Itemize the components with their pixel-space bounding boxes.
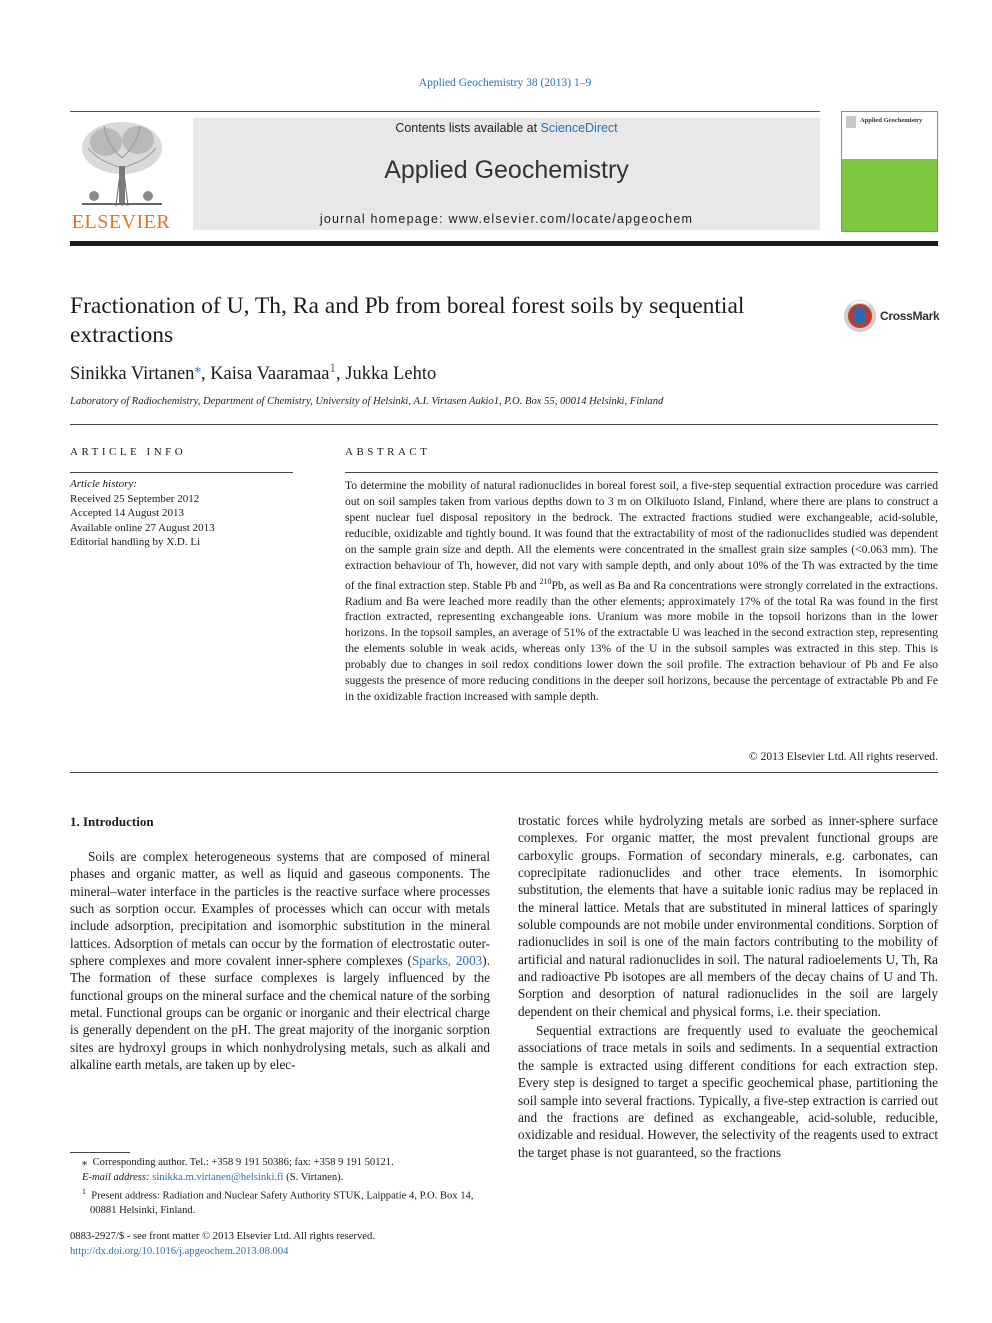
- journal-citation[interactable]: Applied Geochemistry 38 (2013) 1–9: [418, 77, 592, 89]
- isotope-superscript: 210: [539, 576, 552, 586]
- issn-line: 0883-2927/$ - see front matter © 2013 Elsevier Ltd. All rights reserved.: [70, 1231, 375, 1242]
- footnote-text: Present address: Radiation and Nuclear Safety Authority STUK, Laippatie 4, P.O. Box 14, 00881 Helsinki, Finland.: [90, 1190, 474, 1217]
- crossmark-icon: [843, 299, 877, 333]
- contents-line: [193, 121, 820, 135]
- abstract-text-part1: To determine the mobility of natural radionuclides in boreal forest soil, a five-step sequential extraction procedure was carried out on soil samples taken from various depths down to 3 m on Olkiluoto Island, Finland, where there are plans to construct a spent nuclear fuel disposal repository in the bedrock. The extracted fractions studied were exchangeable, acid-soluble, reducible, oxidizable and tightly bound. It was found that the extractability of most of the radionuclides studied was dependent on the sample grain size and depth. All the elements were concentrated in the smallest grain size samples (<0.063 mm). The extraction behaviour of Th, however, did not vary with sample depth, and only about 10% of the Th was extracted by the time of the final extraction step. Stable Pb and: [345, 479, 938, 592]
- author-name[interactable]: Kaisa Vaaramaa: [210, 364, 330, 384]
- footnote-email: [70, 1171, 490, 1186]
- paragraph-text: ). The formation of these surface complexes is largely influenced by the functional groups on the mineral surface and the chemical nature of the sorbing metal. Functional groups can be organic or inorganic and their electrical charge is generally dependent on the pH. The great majority of the inorganic sorption sites are hydroxyl groups in which nonhydrolysing metals, such as alkali and alkaline earth metals, are taken up by elec-: [70, 953, 490, 1073]
- body-column-left: [70, 848, 490, 1073]
- contents-prefix: Contents lists available at: [395, 121, 541, 135]
- crossmark-badge[interactable]: [843, 299, 943, 333]
- accepted-date: Accepted 14 August 2013: [70, 507, 184, 520]
- sciencedirect-link[interactable]: ScienceDirect: [540, 121, 618, 135]
- abstract-text-part2: Pb, as well as Ba and Ra concentrations were strongly correlated in the extractions. Radium and Ba were leached more readily than the other elements; approximately 17% of the total Ra was found in the first fraction extracted, representing exchangeable ions. Uranium was more mobile in the topsoil horizons than in the lower horizons. In the topsoil samples, an average of 51% of the extractable U was leached in the second extraction step, representing the elements soluble in weak acids, whereas only 13% of the U in the subsoil samples was extracted in this step. This is probably due to changes in soil redox conditions lower down the soil profile. The extraction behaviour of Pb and Fe also suggests the presence of more reducing conditions in the deeper soil horizons, because the percentage of extractable Pb and Fe in the oxidizable fraction increased with sample depth.: [345, 578, 938, 704]
- reference-link[interactable]: Sparks, 2003: [411, 953, 483, 969]
- author-list: [70, 359, 437, 385]
- article-info-divider: [70, 472, 293, 473]
- corresponding-author-mark[interactable]: ⁎: [194, 359, 201, 375]
- publisher-logo[interactable]: [70, 118, 172, 234]
- footnote-mark: ⁎: [82, 1157, 88, 1168]
- author-separator: ,: [200, 364, 211, 384]
- cover-logo-icon: [846, 116, 856, 128]
- publisher-name: ELSEVIER: [71, 211, 171, 233]
- header-thick-divider: [70, 241, 938, 246]
- email-link[interactable]: sinikka.m.virtanen@helsinki.fi: [152, 1171, 284, 1183]
- tree-logo-icon: [76, 118, 168, 208]
- abstract-end-divider: [70, 772, 938, 773]
- crossmark-label: CrossMark: [880, 309, 940, 323]
- history-label: Article history:: [70, 478, 137, 490]
- journal-title[interactable]: Applied Geochemistry: [384, 156, 629, 184]
- footnote-corresponding: [70, 1156, 490, 1171]
- received-date: Received 25 September 2012: [70, 492, 200, 505]
- article-title: Fractionation of U, Th, Ra and Pb from boreal forest soils by sequential extractions: [70, 293, 745, 348]
- body-column-right: [518, 812, 938, 1161]
- doi-link[interactable]: http://dx.doi.org/10.1016/j.apgeochem.2013.08.004: [70, 1245, 289, 1257]
- author-separator: ,: [336, 364, 346, 384]
- author-name[interactable]: Jukka Lehto: [345, 364, 437, 384]
- copyright-notice: © 2013 Elsevier Ltd. All rights reserved.: [748, 750, 938, 763]
- paragraph: Sequential extractions are frequently used to evaluate the geochemical associations of trace metals in soils and sediments. In a sequential extraction the sample is extracted using different conditions for each extraction step. Every step is designed to target a specific geochemical phase, partitioning the soil sample into several fractions. Typically, a five-step extraction is carried out and the fractions are defined as exchangeable, acid-soluble, reducible, oxidizable and residual. However, the selectivity of the reagents used to extract the target phase is not guaranteed, so the fractions: [518, 1023, 938, 1160]
- journal-cover-thumbnail[interactable]: [841, 111, 938, 232]
- journal-banner: [193, 118, 820, 230]
- footnotes: [70, 1156, 490, 1219]
- header-divider: [70, 111, 820, 112]
- footnote-divider: [70, 1152, 130, 1153]
- footnote-text: Corresponding author. Tel.: +358 9 191 50386; fax: +358 9 191 50121.: [92, 1157, 394, 1168]
- footnote-mark[interactable]: 1: [329, 359, 337, 375]
- abstract-heading: ABSTRACT: [345, 446, 431, 458]
- affiliation-divider: [70, 424, 938, 425]
- email-label: E-mail address:: [82, 1171, 150, 1183]
- paragraph-text: Soils are complex heterogeneous systems that are composed of mineral phases and organic matter, as well as liquid and gaseous components. The mineral–water interface in the particles is the reactive surface where processes such as sorption occur. Examples of processes which can occur with metals include adsorption, precipitation and isomorphic substitution in the mineral lattices. Adsorption of metals can occur by the formation of electrostatic outer-sphere complexes and more covalent inner-sphere complexes (: [70, 849, 490, 969]
- journal-homepage[interactable]: journal homepage: www.elsevier.com/locate/apgeochem: [319, 212, 694, 226]
- issn-block: [70, 1230, 375, 1259]
- paragraph: trostatic forces while hydrolyzing metals are sorbed as inner-sphere surface complexes. For organic matter, the most prevalent functional groups are carboxylic groups. Formation of secondary minerals, e.g. carbonates, can coprecipitate radionuclides and other trace elements. In isomorphic substitution, the elements that have a suitable ionic radius may be replaced in the mineral lattice. Metals that are substituted in mineral lattices of sparingly soluble compounds are not mobile under environmental conditions. Sorption of radionuclides in soil is one of the main factors contributing to the mobility of artificial and natural radionuclides in soil. The natural radioelements U, Th, Ra and radioactive Pb isotopes are all members of the decay chains of U and Th. Sorption and desorption of natural radionuclides in the soil are largely dependent on their chemical and physical forms, i.e. their speciation.: [518, 813, 938, 1019]
- footnote-mark: 1: [82, 1187, 86, 1197]
- online-date: Available online 27 August 2013: [70, 521, 215, 534]
- email-suffix: (S. Virtanen).: [283, 1171, 344, 1183]
- footnote-present-address: [70, 1185, 490, 1219]
- author-affiliation: Laboratory of Radiochemistry, Department of Chemistry, University of Helsinki, A.I. Virtasen Aukio1, P.O. Box 55, 00014 Helsinki, Finland: [70, 396, 664, 407]
- editorial-handling: Editorial handling by X.D. Li: [70, 536, 201, 549]
- cover-title: Applied Geochemistry: [860, 117, 923, 124]
- paragraph: [70, 848, 490, 1073]
- abstract-divider: [345, 472, 938, 473]
- introduction-heading: 1. Introduction: [70, 814, 154, 829]
- article-history: [70, 477, 215, 550]
- abstract-text: [345, 478, 938, 705]
- author-name[interactable]: Sinikka Virtanen: [70, 364, 195, 384]
- article-info-heading: ARTICLE INFO: [70, 446, 187, 458]
